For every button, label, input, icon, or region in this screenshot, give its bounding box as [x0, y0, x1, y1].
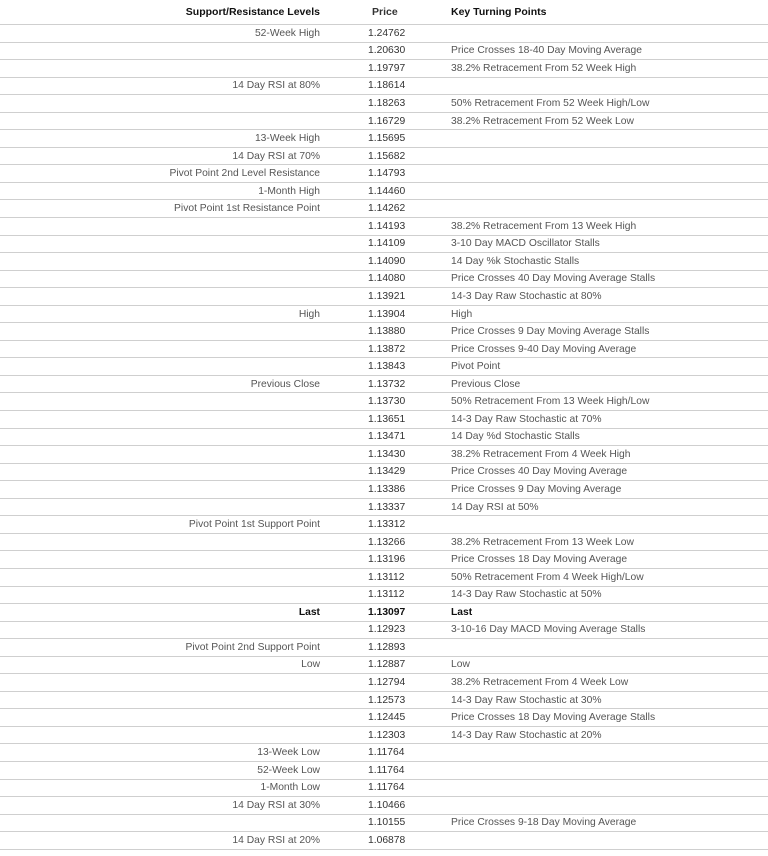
level-cell: [0, 411, 326, 429]
price-cell: 1.11764: [326, 779, 443, 797]
level-cell: Low: [0, 656, 326, 674]
level-cell: [0, 112, 326, 130]
table-row: [0, 761, 768, 779]
price-cell: 1.13196: [326, 551, 443, 569]
turning-point-cell: [443, 797, 768, 815]
level-cell: 13-Week High: [0, 130, 326, 148]
price-cell: 1.13651: [326, 411, 443, 429]
table-row: [0, 516, 768, 534]
turning-point-cell: [443, 200, 768, 218]
price-cell: 1.13904: [326, 305, 443, 323]
turning-point-cell: Price Crosses 18-40 Day Moving Average: [443, 42, 768, 60]
table-row: [0, 147, 768, 165]
table-row: [0, 726, 768, 744]
price-cell: 1.19797: [326, 60, 443, 78]
price-cell: 1.12445: [326, 709, 443, 727]
table-row: [0, 674, 768, 692]
turning-point-cell: 14-3 Day Raw Stochastic at 80%: [443, 288, 768, 306]
table-row: [0, 375, 768, 393]
level-cell: [0, 218, 326, 236]
price-cell: 1.13730: [326, 393, 443, 411]
price-cell: 1.14793: [326, 165, 443, 183]
price-cell: 1.10155: [326, 814, 443, 832]
price-cell: 1.13097: [326, 604, 443, 622]
table-row: [0, 656, 768, 674]
price-cell: 1.13429: [326, 463, 443, 481]
turning-point-cell: Price Crosses 18 Day Moving Average Stalls: [443, 709, 768, 727]
price-cell: 1.14090: [326, 253, 443, 271]
level-cell: [0, 586, 326, 604]
table-row: [0, 288, 768, 306]
price-cell: 1.12887: [326, 656, 443, 674]
turning-point-cell: Price Crosses 18 Day Moving Average: [443, 551, 768, 569]
level-cell: [0, 428, 326, 446]
table-header-row: [0, 0, 768, 25]
turning-point-cell: [443, 516, 768, 534]
price-cell: 1.12573: [326, 691, 443, 709]
table-row: [0, 481, 768, 499]
turning-point-cell: 14-3 Day Raw Stochastic at 30%: [443, 691, 768, 709]
turning-point-cell: 50% Retracement From 13 Week High/Low: [443, 393, 768, 411]
turning-point-cell: Price Crosses 9-40 Day Moving Average: [443, 340, 768, 358]
price-cell: 1.12794: [326, 674, 443, 692]
table-row: [0, 814, 768, 832]
turning-point-cell: [443, 832, 768, 850]
price-cell: 1.12303: [326, 726, 443, 744]
level-cell: [0, 709, 326, 727]
price-cell: 1.13337: [326, 498, 443, 516]
price-cell: 1.18263: [326, 95, 443, 113]
price-cell: 1.13732: [326, 375, 443, 393]
turning-point-cell: [443, 147, 768, 165]
level-cell: [0, 621, 326, 639]
table-row: [0, 393, 768, 411]
price-cell: 1.15682: [326, 147, 443, 165]
turning-point-cell: 3-10-16 Day MACD Moving Average Stalls: [443, 621, 768, 639]
table-row: [0, 42, 768, 60]
level-cell: [0, 288, 326, 306]
level-cell: [0, 814, 326, 832]
turning-point-cell: [443, 182, 768, 200]
turning-point-cell: [443, 761, 768, 779]
turning-point-cell: 14 Day RSI at 50%: [443, 498, 768, 516]
level-cell: 1-Month Low: [0, 779, 326, 797]
turning-point-cell: 14-3 Day Raw Stochastic at 50%: [443, 586, 768, 604]
level-cell: [0, 674, 326, 692]
level-cell: Previous Close: [0, 375, 326, 393]
table-row: [0, 25, 768, 43]
turning-point-cell: 50% Retracement From 4 Week High/Low: [443, 568, 768, 586]
turning-point-cell: Price Crosses 40 Day Moving Average Stalls: [443, 270, 768, 288]
turning-point-cell: 38.2% Retracement From 13 Week High: [443, 218, 768, 236]
price-cell: 1.14109: [326, 235, 443, 253]
level-cell: 13-Week Low: [0, 744, 326, 762]
table-row: [0, 639, 768, 657]
level-cell: [0, 270, 326, 288]
price-cell: 1.13872: [326, 340, 443, 358]
level-cell: [0, 446, 326, 464]
turning-point-cell: [443, 744, 768, 762]
price-cell: 1.06878: [326, 832, 443, 850]
turning-point-cell: Pivot Point: [443, 358, 768, 376]
turning-point-cell: [443, 130, 768, 148]
table-row: [0, 744, 768, 762]
turning-point-cell: 14-3 Day Raw Stochastic at 20%: [443, 726, 768, 744]
price-cell: 1.18614: [326, 77, 443, 95]
price-cell: 1.13312: [326, 516, 443, 534]
table-row: [0, 568, 768, 586]
table-row: [0, 340, 768, 358]
table-row: [0, 446, 768, 464]
price-cell: 1.13921: [326, 288, 443, 306]
price-cell: 1.24762: [326, 25, 443, 43]
turning-point-cell: [443, 25, 768, 43]
table-row: [0, 95, 768, 113]
turning-point-cell: Previous Close: [443, 375, 768, 393]
level-cell: [0, 533, 326, 551]
table-row: [0, 832, 768, 850]
level-cell: Pivot Point 2nd Level Resistance: [0, 165, 326, 183]
level-cell: 1-Month High: [0, 182, 326, 200]
turning-point-cell: 3-10 Day MACD Oscillator Stalls: [443, 235, 768, 253]
table-row: [0, 551, 768, 569]
header-price: Price: [326, 0, 443, 25]
table-row: [0, 235, 768, 253]
level-cell: [0, 463, 326, 481]
level-cell: Last: [0, 604, 326, 622]
level-cell: Pivot Point 1st Resistance Point: [0, 200, 326, 218]
price-cell: 1.12923: [326, 621, 443, 639]
level-cell: 14 Day RSI at 70%: [0, 147, 326, 165]
price-cell: 1.14460: [326, 182, 443, 200]
price-cell: 1.14262: [326, 200, 443, 218]
level-cell: [0, 393, 326, 411]
turning-point-cell: 14 Day %k Stochastic Stalls: [443, 253, 768, 271]
turning-point-cell: Price Crosses 9 Day Moving Average: [443, 481, 768, 499]
turning-point-cell: 38.2% Retracement From 4 Week High: [443, 446, 768, 464]
turning-point-cell: 38.2% Retracement From 52 Week Low: [443, 112, 768, 130]
turning-point-cell: 38.2% Retracement From 4 Week Low: [443, 674, 768, 692]
level-cell: Pivot Point 1st Support Point: [0, 516, 326, 534]
table-row: [0, 112, 768, 130]
turning-point-cell: 14 Day %d Stochastic Stalls: [443, 428, 768, 446]
level-cell: 52-Week Low: [0, 761, 326, 779]
level-cell: 14 Day RSI at 80%: [0, 77, 326, 95]
price-cell: 1.13843: [326, 358, 443, 376]
table-row: [0, 779, 768, 797]
table-row: [0, 533, 768, 551]
price-cell: 1.15695: [326, 130, 443, 148]
table-row: [0, 130, 768, 148]
table-row: [0, 428, 768, 446]
price-cell: 1.13386: [326, 481, 443, 499]
level-cell: 14 Day RSI at 30%: [0, 797, 326, 815]
turning-point-cell: Price Crosses 9-18 Day Moving Average: [443, 814, 768, 832]
table-row: [0, 305, 768, 323]
table-row: [0, 411, 768, 429]
price-cell: 1.14193: [326, 218, 443, 236]
level-cell: [0, 95, 326, 113]
price-cell: 1.11764: [326, 761, 443, 779]
table-row: [0, 358, 768, 376]
table-row: [0, 709, 768, 727]
level-cell: [0, 726, 326, 744]
table-row: [0, 218, 768, 236]
header-support-resistance: Support/Resistance Levels: [0, 0, 326, 25]
price-cell: 1.13471: [326, 428, 443, 446]
turning-point-cell: Price Crosses 9 Day Moving Average Stalls: [443, 323, 768, 341]
level-cell: [0, 42, 326, 60]
level-cell: [0, 235, 326, 253]
turning-point-cell: [443, 77, 768, 95]
price-cell: 1.13112: [326, 586, 443, 604]
table-row: [0, 270, 768, 288]
turning-point-cell: Last: [443, 604, 768, 622]
level-cell: [0, 60, 326, 78]
price-cell: 1.16729: [326, 112, 443, 130]
table-row: [0, 77, 768, 95]
turning-point-cell: Low: [443, 656, 768, 674]
table-row: [0, 498, 768, 516]
turning-point-cell: 50% Retracement From 52 Week High/Low: [443, 95, 768, 113]
price-cell: 1.13880: [326, 323, 443, 341]
table-row: [0, 60, 768, 78]
level-cell: [0, 253, 326, 271]
level-cell: [0, 568, 326, 586]
turning-point-cell: Price Crosses 40 Day Moving Average: [443, 463, 768, 481]
turning-point-cell: [443, 779, 768, 797]
table-row: [0, 797, 768, 815]
table-row: [0, 253, 768, 271]
level-cell: [0, 323, 326, 341]
header-key-turning-points: Key Turning Points: [443, 0, 768, 25]
level-cell: [0, 551, 326, 569]
table-row: [0, 586, 768, 604]
price-cell: 1.20630: [326, 42, 443, 60]
price-cell: 1.13430: [326, 446, 443, 464]
level-cell: [0, 691, 326, 709]
table-row: [0, 200, 768, 218]
table-row: [0, 463, 768, 481]
turning-point-cell: 38.2% Retracement From 13 Week Low: [443, 533, 768, 551]
price-cell: 1.12893: [326, 639, 443, 657]
turning-point-cell: [443, 639, 768, 657]
level-cell: 14 Day RSI at 20%: [0, 832, 326, 850]
price-cell: 1.14080: [326, 270, 443, 288]
level-cell: High: [0, 305, 326, 323]
level-cell: Pivot Point 2nd Support Point: [0, 639, 326, 657]
table-row: [0, 604, 768, 622]
turning-point-cell: [443, 165, 768, 183]
price-cell: 1.13266: [326, 533, 443, 551]
table-row: [0, 165, 768, 183]
price-cell: 1.13112: [326, 568, 443, 586]
turning-point-cell: High: [443, 305, 768, 323]
level-cell: [0, 340, 326, 358]
level-cell: [0, 358, 326, 376]
turning-point-cell: 14-3 Day Raw Stochastic at 70%: [443, 411, 768, 429]
level-cell: [0, 481, 326, 499]
turning-point-cell: 38.2% Retracement From 52 Week High: [443, 60, 768, 78]
table-body: [0, 25, 768, 850]
table-row: [0, 621, 768, 639]
table-row: [0, 182, 768, 200]
table-row: [0, 323, 768, 341]
level-cell: 52-Week High: [0, 25, 326, 43]
price-cell: 1.10466: [326, 797, 443, 815]
level-cell: [0, 498, 326, 516]
table-row: [0, 691, 768, 709]
price-cell: 1.11764: [326, 744, 443, 762]
